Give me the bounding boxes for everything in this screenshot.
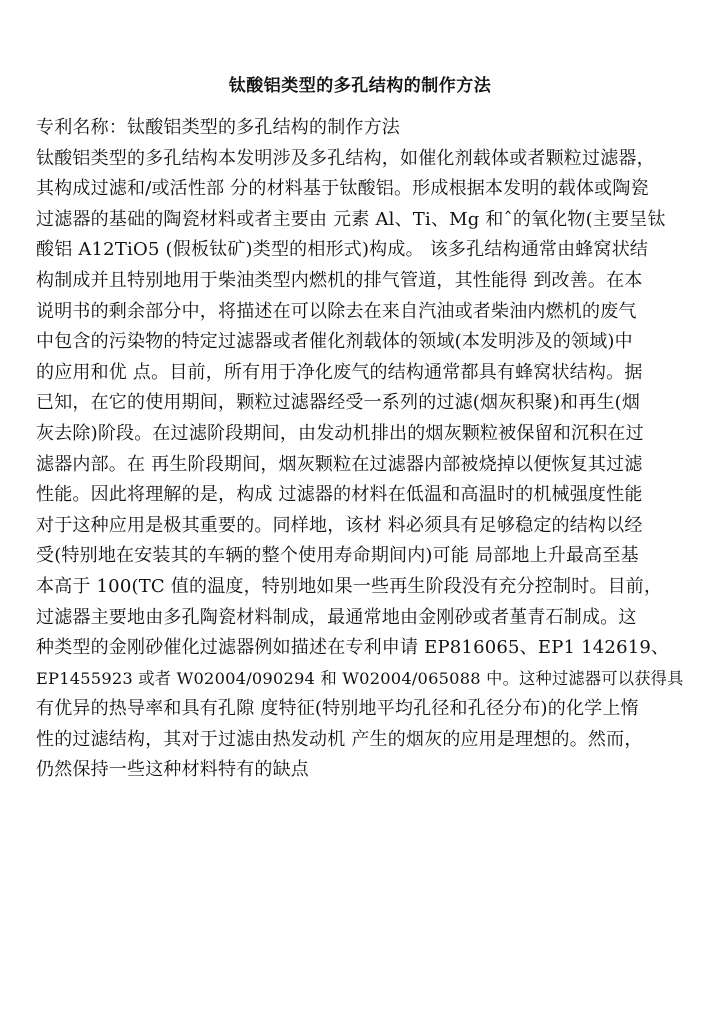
text-line: EP1455923 或者 W02004/090294 和 W02004/065088 中。这种过滤器可以获得具 xyxy=(36,668,684,688)
text-line: 的应用和优 点。目前，所有用于净化废气的结构通常都具有蜂窝状结构。据 xyxy=(36,361,643,383)
text-line: 已知，在它的使用期间，颗粒过滤器经受一系列的过滤(烟灰积聚)和再生(烟 xyxy=(36,392,641,414)
text-line: 灰去除)阶段。在过滤阶段期间，由发动机排出的烟灰颗粒被保留和沉积在过 xyxy=(36,422,644,444)
text-line: 受(特别地在安装其的车辆的整个使用寿命期间内)可能 局部地上升最高至基 xyxy=(36,545,639,567)
body-text xyxy=(36,113,692,786)
text-line: 钛酸铝类型的多孔结构本发明涉及多孔结构，如催化剂载体或者颗粒过滤器， xyxy=(36,147,655,169)
text-line: 其构成过滤和/或活性部 分的材料基于钛酸铝。形成根据本发明的载体或陶瓷 xyxy=(36,178,649,200)
text-line: 性的过滤结构，其对于过滤由热发动机 产生的烟灰的应用是理想的。然而， xyxy=(36,728,643,750)
text-line: 酸铝 A12TiO5 (假板钛矿)类型的相形式)构成。 该多孔结构通常由蜂窝状结 xyxy=(36,239,649,261)
text-line: 中包含的污染物的特定过滤器或者催化剂载体的领域(本发明涉及的领域)中 xyxy=(36,331,633,353)
text-line: 过滤器的基础的陶瓷材料或者主要由 元素 Al、Ti、Mg 和ˆ的氧化物(主要呈钛 xyxy=(36,208,666,230)
page-title: 钛酸铝类型的多孔结构的制作方法 xyxy=(228,76,492,96)
text-line: 仍然保持一些这种材料特有的缺点 xyxy=(36,759,309,781)
text-line: 对于这种应用是极其重要的。同样地，该材 料必须具有足够稳定的结构以经 xyxy=(36,514,643,536)
text-line: 滤器内部。在 再生阶段期间，烟灰颗粒在过滤器内部被烧掉以便恢复其过滤 xyxy=(36,453,643,475)
text-line: 说明书的剩余部分中，将描述在可以除去在来自汽油或者柴油内燃机的废气 xyxy=(36,300,637,322)
text-line: 专利名称：钛酸铝类型的多孔结构的制作方法 xyxy=(36,117,400,138)
text-line: 种类型的金刚砂催化过滤器例如描述在专利申请 EP816065、EP1 142619、 xyxy=(36,637,670,659)
text-line: 过滤器主要地由多孔陶瓷材料制成，最通常地由金刚砂或者堇青石制成。这 xyxy=(36,606,637,628)
text-line: 有优异的热导率和具有孔隙 度特征(特别地平均孔径和孔径分布)的化学上惰 xyxy=(36,698,639,720)
text-line: 构制成并且特别地用于柴油类型内燃机的排气管道，其性能得 到改善。在本 xyxy=(36,269,643,291)
text-line: 本高于 100(TC 值的温度，特别地如果一些再生阶段没有充分控制时。目前， xyxy=(36,575,663,597)
text-line: 性能。因此将理解的是，构成 过滤器的材料在低温和高温时的机械强度性能 xyxy=(36,484,643,506)
